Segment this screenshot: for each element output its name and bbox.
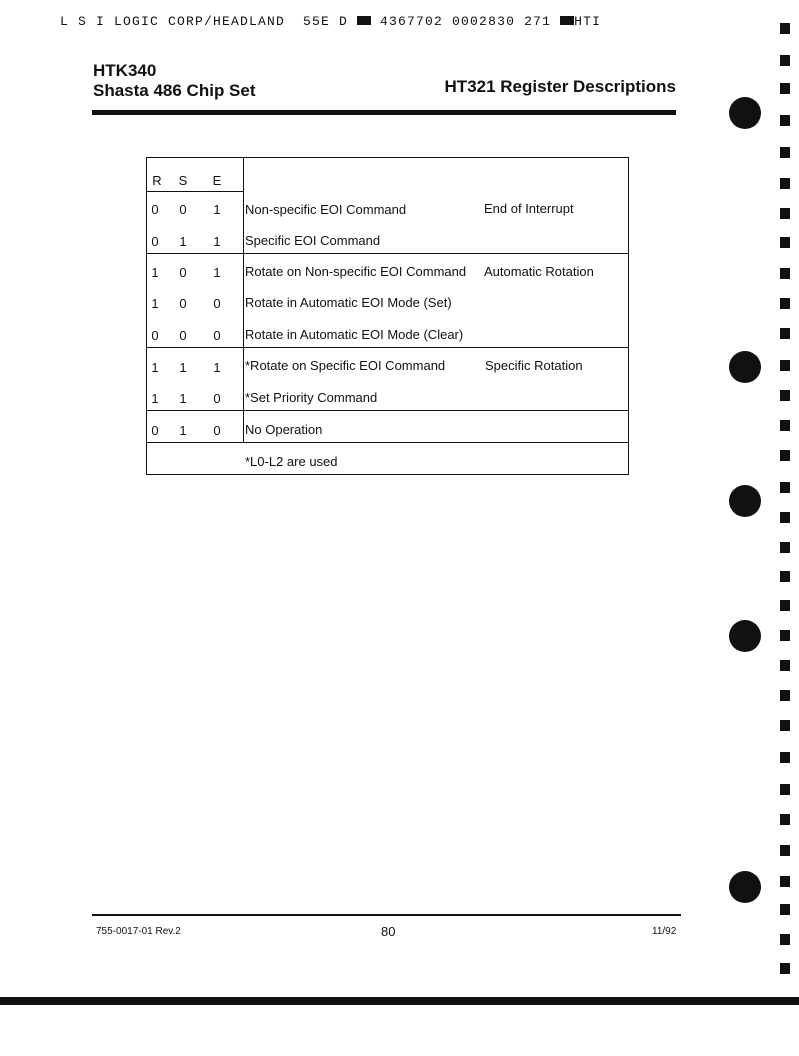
scan-mark — [780, 55, 790, 66]
row-3-description: Rotate in Automatic EOI Mode (Set) — [245, 295, 452, 310]
scan-mark — [780, 934, 790, 945]
page-number: 80 — [381, 924, 396, 939]
row-7-description: No Operation — [245, 422, 323, 437]
row-0-r: 0 — [151, 202, 159, 217]
doc-date: 11/92 — [652, 926, 677, 937]
column-header-e: E — [212, 173, 222, 188]
section-title: HT321 Register Descriptions — [444, 77, 676, 96]
row-2-description: Rotate on Non-specific EOI Command — [245, 264, 467, 279]
scan-mark — [780, 845, 790, 856]
row-3-s: 0 — [179, 296, 187, 311]
fax-header-prefix: L S I LOGIC CORP/HEADLAND 55E D — [60, 14, 358, 29]
row-6-description: *Set Priority Command — [245, 390, 378, 405]
row-5-e: 1 — [213, 360, 221, 375]
fax-header-tag: HTI — [574, 14, 602, 29]
doc-number: 755-0017-01 Rev.2 — [96, 926, 181, 937]
scan-mark — [780, 298, 790, 309]
punch-hole — [729, 97, 761, 129]
row-3-e: 0 — [213, 296, 221, 311]
column-header-r: R — [152, 173, 162, 188]
punch-hole — [729, 620, 761, 652]
scan-bottom-bar — [0, 997, 799, 1005]
scan-mark — [780, 237, 790, 248]
fax-block-mark — [357, 16, 371, 25]
scan-mark — [780, 450, 790, 461]
scan-mark — [780, 784, 790, 795]
scan-mark — [780, 752, 790, 763]
scan-mark — [780, 178, 790, 189]
row-7-s: 1 — [179, 423, 187, 438]
scan-mark — [780, 630, 790, 641]
row-5-r: 1 — [151, 360, 159, 375]
row-0-note: End of Interrupt — [484, 201, 574, 216]
punch-hole — [729, 485, 761, 517]
row-5-description: *Rotate on Specific EOI Command — [245, 358, 446, 373]
scan-mark — [780, 482, 790, 493]
fax-header-suffix: 4367702 0002830 271 — [371, 14, 561, 29]
fax-header — [60, 14, 680, 29]
row-2-note: Automatic Rotation — [484, 264, 594, 279]
row-3-r: 1 — [151, 296, 159, 311]
row-0-e: 1 — [213, 202, 221, 217]
row-6-r: 1 — [151, 391, 159, 406]
row-7-e: 0 — [213, 423, 221, 438]
scan-mark — [780, 600, 790, 611]
header-rule — [92, 110, 676, 115]
row-6-e: 0 — [213, 391, 221, 406]
row-1-r: 0 — [151, 234, 159, 249]
punch-hole — [729, 871, 761, 903]
scan-mark — [780, 720, 790, 731]
scan-mark — [780, 83, 790, 94]
scan-mark — [780, 420, 790, 431]
row-5-note: Specific Rotation — [485, 358, 583, 373]
group-divider — [147, 410, 628, 411]
row-4-e: 0 — [213, 328, 221, 343]
scan-mark — [780, 904, 790, 915]
row-1-s: 1 — [179, 234, 187, 249]
row-2-r: 1 — [151, 265, 159, 280]
scan-mark — [780, 23, 790, 34]
row-1-e: 1 — [213, 234, 221, 249]
scan-mark — [780, 208, 790, 219]
scan-mark — [780, 571, 790, 582]
row-7-r: 0 — [151, 423, 159, 438]
scan-mark — [780, 147, 790, 158]
scan-mark — [780, 115, 790, 126]
scan-mark — [780, 963, 790, 974]
row-4-s: 0 — [179, 328, 187, 343]
scan-mark — [780, 390, 790, 401]
doc-title — [93, 61, 256, 101]
row-6-s: 1 — [179, 391, 187, 406]
column-header-s: S — [178, 173, 188, 188]
footnote-divider — [147, 442, 628, 443]
scan-mark — [780, 660, 790, 671]
scan-mark — [780, 360, 790, 371]
punch-hole — [729, 351, 761, 383]
row-4-description: Rotate in Automatic EOI Mode (Clear) — [245, 327, 464, 342]
scan-mark — [780, 876, 790, 887]
scan-mark — [780, 328, 790, 339]
scan-mark — [780, 690, 790, 701]
table-footnote: *L0-L2 are used — [245, 454, 338, 469]
scan-mark — [780, 542, 790, 553]
row-2-s: 0 — [179, 265, 187, 280]
scan-mark — [780, 268, 790, 279]
scan-mark — [780, 512, 790, 523]
fax-block-mark — [560, 16, 574, 25]
header-divider — [147, 191, 243, 192]
register-table — [146, 157, 629, 475]
row-0-description: Non-specific EOI Command — [245, 202, 407, 217]
group-divider — [147, 347, 628, 348]
row-5-s: 1 — [179, 360, 187, 375]
row-0-s: 0 — [179, 202, 187, 217]
footer-rule — [92, 914, 681, 916]
row-2-e: 1 — [213, 265, 221, 280]
row-4-r: 0 — [151, 328, 159, 343]
product-name: Shasta 486 Chip Set — [93, 81, 256, 100]
group-divider — [147, 253, 628, 254]
part-number: HTK340 — [93, 61, 157, 80]
row-1-description: Specific EOI Command — [245, 233, 381, 248]
scan-mark — [780, 814, 790, 825]
column-divider — [243, 158, 244, 442]
